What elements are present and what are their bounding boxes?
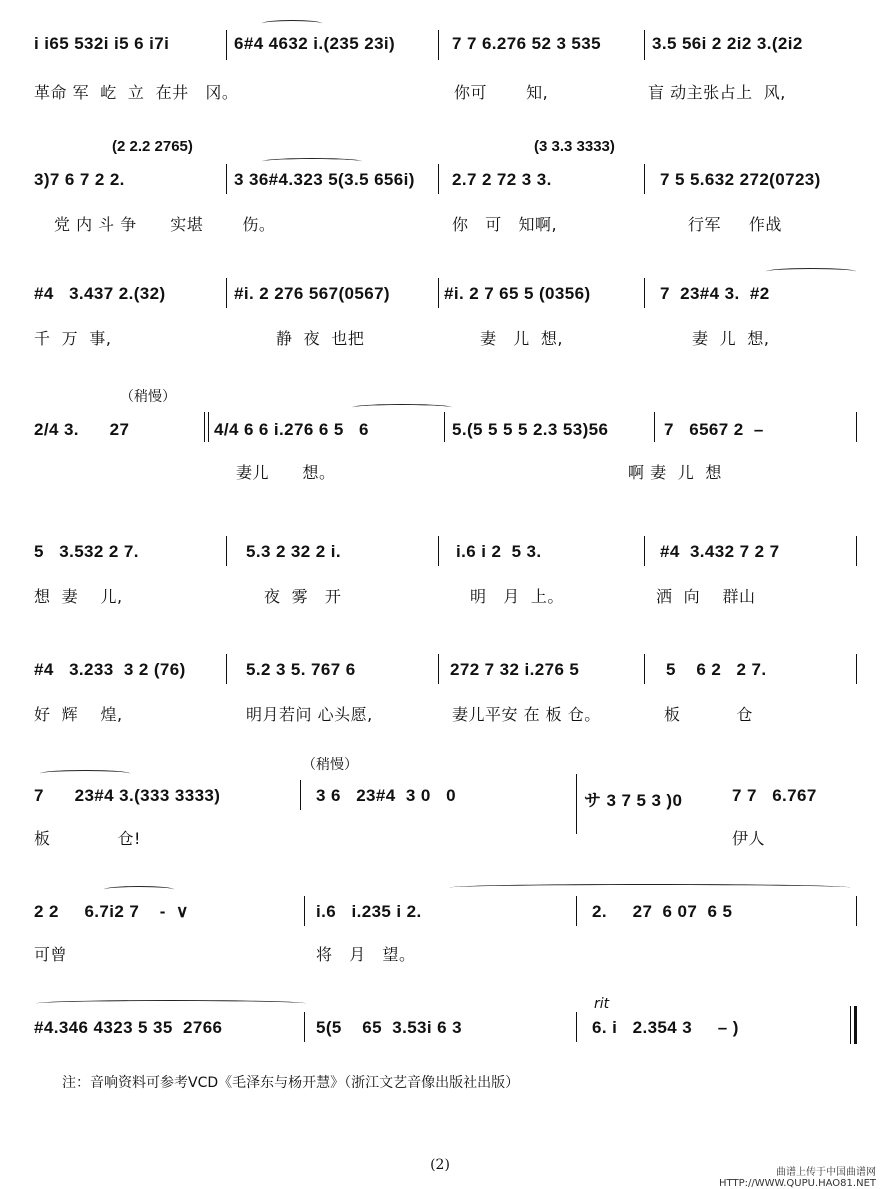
watermark (719, 1167, 876, 1189)
measure-notes: 5 3.532 2 7. (34, 542, 139, 561)
barline (438, 30, 439, 60)
barline (226, 536, 227, 566)
lyric-line: 革命 军 屹 立 在井 冈。 (34, 83, 239, 102)
barline (204, 412, 205, 442)
measure-notes: 272 7 32 i.276 5 (450, 660, 580, 679)
measure-notes: 2.7 2 72 3 3. (452, 170, 552, 189)
barline (856, 412, 857, 442)
barline (856, 654, 857, 684)
measure-notes: 3 36#4.323 5(3.5 656i) (234, 170, 415, 189)
barline (438, 164, 439, 194)
measure-notes: サ 3 7 5 3 )0 (584, 791, 683, 810)
barline (644, 164, 645, 194)
lyric-line: 夜 雾 开 (264, 587, 342, 606)
lyric-line: 静 夜 也把 (276, 329, 365, 348)
measure-notes: 7 6567 2 – (664, 420, 764, 439)
lyric-line: 千 万 事, (34, 329, 112, 348)
slur (40, 770, 130, 777)
lyric-line: 妻儿 想。 (236, 463, 336, 482)
slur (450, 884, 850, 891)
lyric-line: 伊人 (732, 829, 766, 848)
barline (438, 278, 439, 308)
measure-notes: 2. 27 6 07 6 5 (592, 902, 733, 921)
lyric-line: 明月若问 心头愿, (246, 705, 373, 724)
barline (304, 1012, 305, 1042)
measure-notes: 4/4 6 6 i.276 6 5 6 (214, 420, 369, 439)
barline (644, 278, 645, 308)
barline (850, 1006, 851, 1044)
lyric-line: 可曾 (34, 945, 68, 964)
final-barline (854, 1006, 857, 1044)
footnote: 注：音响资料可参考VCD《毛泽东与杨开慧》（浙江文艺音像出版社出版） (62, 1075, 520, 1091)
measure-notes: 2 2 6.7i2 7 - ∨ (34, 902, 189, 921)
lyric-line: 党 内 斗 争 实堪 伤。 (54, 215, 276, 234)
measure-notes: 2/4 3. 27 (34, 420, 130, 439)
measure-notes: #4.346 4323 5 35 2766 (34, 1018, 223, 1037)
lyric-line: 盲 动主张占上 风, (648, 83, 786, 102)
measure-notes: i i65 532i i5 6 i7i (34, 34, 170, 53)
measure-notes: 5.3 2 32 2 i. (246, 542, 341, 561)
measure-notes: 5 6 2 2 7. (666, 660, 767, 679)
measure-notes: 6#4 4632 i.(235 23i) (234, 34, 396, 53)
measure-notes: 7 23#4 3.(333 3333) (34, 786, 221, 805)
lyric-line: 想 妻 儿, (34, 587, 123, 606)
barline (576, 1012, 577, 1042)
lyric-line: 妻 儿 想, (480, 329, 564, 348)
lyric-line: 行军 作战 (688, 215, 782, 234)
barline (438, 654, 439, 684)
barline (226, 654, 227, 684)
barline (444, 412, 445, 442)
barline (576, 774, 577, 834)
lyric-line: 板 仓! (34, 829, 141, 848)
barline (644, 654, 645, 684)
measure-notes: 7 7 6.276 52 3 535 (452, 34, 601, 53)
measure-notes: #i. 2 276 567(0567) (234, 284, 390, 303)
slur (766, 268, 856, 275)
lyric-line: 好 辉 煌, (34, 705, 123, 724)
slur (104, 886, 174, 893)
measure-notes: 3.5 56i 2 2i2 3.(2i2 (652, 34, 803, 53)
slur (36, 1000, 306, 1007)
barline (644, 536, 645, 566)
slur (352, 404, 452, 411)
measure-notes: 7 7 6.767 (732, 786, 817, 805)
lyric-line: 妻儿平安 在 板 仓。 (452, 705, 601, 724)
measure-notes: 7 5 5.632 272(0723) (660, 170, 821, 189)
page-number: (2) (430, 1157, 450, 1173)
measure-notes: #4 3.233 3 2 (76) (34, 660, 186, 679)
measure-notes: 5(5 65 3.53i 6 3 (316, 1018, 462, 1037)
barline (304, 896, 305, 926)
lyric-line: 板 仓 (664, 705, 753, 724)
rit-marking: rit (594, 996, 610, 1012)
slur (262, 158, 362, 165)
measure-notes: 3 6 23#4 3 0 0 (316, 786, 456, 805)
measure-notes: i.6 i.235 i 2. (316, 902, 422, 921)
tempo-marking: （稍慢） (120, 389, 176, 405)
lyric-line: 啊 妻 儿 想 (628, 463, 722, 482)
barline (300, 780, 301, 810)
upper-voice: (3 3.3 3333) (534, 138, 615, 155)
barline (644, 30, 645, 60)
upper-voice: (2 2.2 2765) (112, 138, 193, 155)
barline (208, 412, 209, 442)
measure-notes: #4 3.432 7 2 7 (660, 542, 780, 561)
watermark-line: HTTP://WWW.QUPU.HAO81.NET (719, 1178, 876, 1189)
barline (226, 278, 227, 308)
lyric-line: 你可 知, (454, 83, 549, 102)
barline (576, 896, 577, 926)
barline (856, 896, 857, 926)
barline (438, 536, 439, 566)
measure-notes: i.6 i 2 5 3. (456, 542, 542, 561)
lyric-line: 将 月 望。 (316, 945, 416, 964)
barline (856, 536, 857, 566)
barline (654, 412, 655, 442)
lyric-line: 明 月 上。 (470, 587, 564, 606)
barline (226, 164, 227, 194)
measure-notes: 6. i 2.354 3 – ) (592, 1018, 739, 1037)
barline (226, 30, 227, 60)
measure-notes: 5.2 3 5. 767 6 (246, 660, 356, 679)
measure-notes: #i. 2 7 65 5 (0356) (444, 284, 591, 303)
measure-notes: 3)7 6 7 2 2. (34, 170, 125, 189)
lyric-line: 你 可 知啊, (452, 215, 558, 234)
measure-notes: 7 23#4 3. #2 (660, 284, 770, 303)
lyric-line: 洒 向 群山 (656, 587, 756, 606)
measure-notes: 5.(5 5 5 5 2.3 53)56 (452, 420, 609, 439)
lyric-line: 妻 儿 想, (692, 329, 770, 348)
watermark-line: 曲谱上传于中国曲谱网 (776, 1167, 876, 1178)
slur (262, 20, 322, 27)
measure-notes: #4 3.437 2.(32) (34, 284, 166, 303)
tempo-marking: （稍慢） (302, 757, 358, 773)
